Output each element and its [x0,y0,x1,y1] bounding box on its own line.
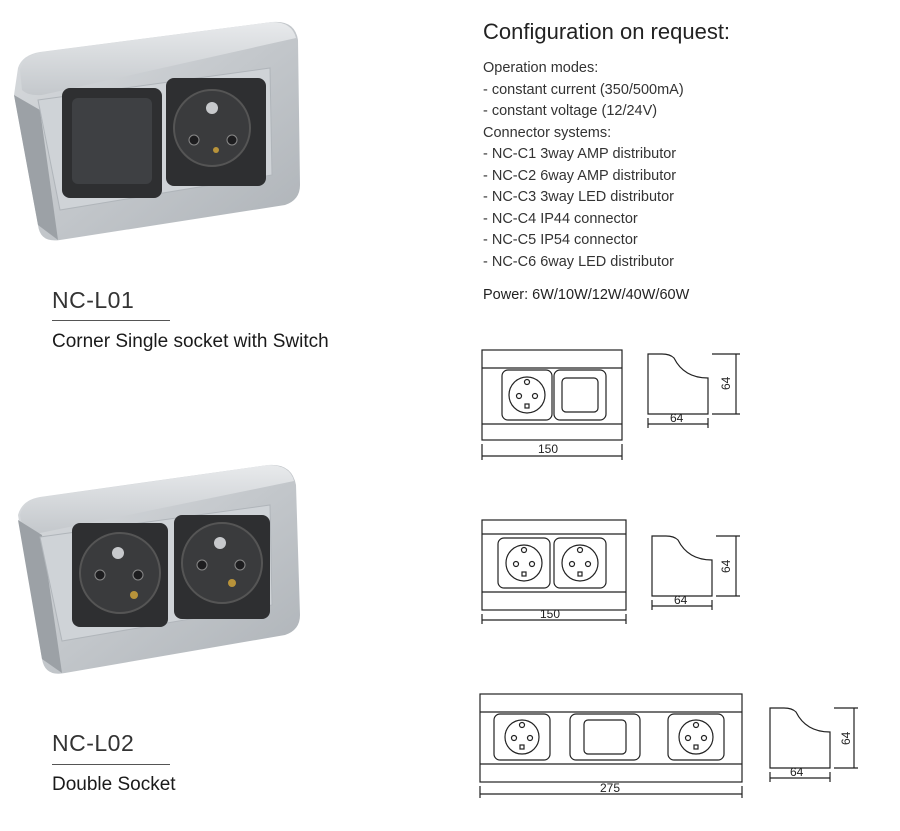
product-description-nc-l02: Double Socket [52,774,176,795]
power-rating: Power: 6W/10W/12W/40W/60W [483,287,690,303]
list-item: Connector systems: [483,124,612,141]
product-model-nc-l01: NC-L01 [52,287,135,313]
dimension-side-height: 64 [719,376,733,390]
product-model-nc-l02: NC-L02 [52,730,135,756]
divider [52,320,170,321]
configuration-title: Configuration on request: [483,19,731,44]
list-item: - NC-C3 3way LED distributor [483,189,674,205]
list-item: - constant current (350/500mA) [483,81,684,98]
configuration-list [483,58,684,273]
dimension-side-width: 64 [670,411,684,425]
list-item: - NC-C6 6way LED distributor [483,253,674,270]
technical-drawing-nc-l01 [478,348,748,463]
list-item: - NC-C5 IP54 connector [483,232,638,248]
list-item: Operation modes: [483,60,599,76]
dimension-width: 150 [538,442,559,456]
product-photo-nc-l02 [0,455,320,685]
list-item: - constant voltage (12/24V) [483,103,658,119]
dimension-width: 150 [540,607,561,621]
dimension-side-width: 64 [790,765,804,779]
dimension-side-height: 64 [839,731,853,745]
dimension-side-height: 64 [719,559,733,573]
dimension-side-width: 64 [674,593,688,607]
product-description-nc-l01: Corner Single socket with Switch [52,331,329,352]
technical-drawing-275 [476,690,866,800]
product-photo-nc-l01 [0,0,320,270]
technical-drawing-nc-l02 [478,518,748,628]
list-item: - NC-C4 IP44 connector [483,210,638,227]
list-item: - NC-C2 6way AMP distributor [483,167,677,184]
dimension-width: 275 [600,781,621,795]
divider [52,764,170,765]
list-item: - NC-C1 3way AMP distributor [483,146,677,162]
